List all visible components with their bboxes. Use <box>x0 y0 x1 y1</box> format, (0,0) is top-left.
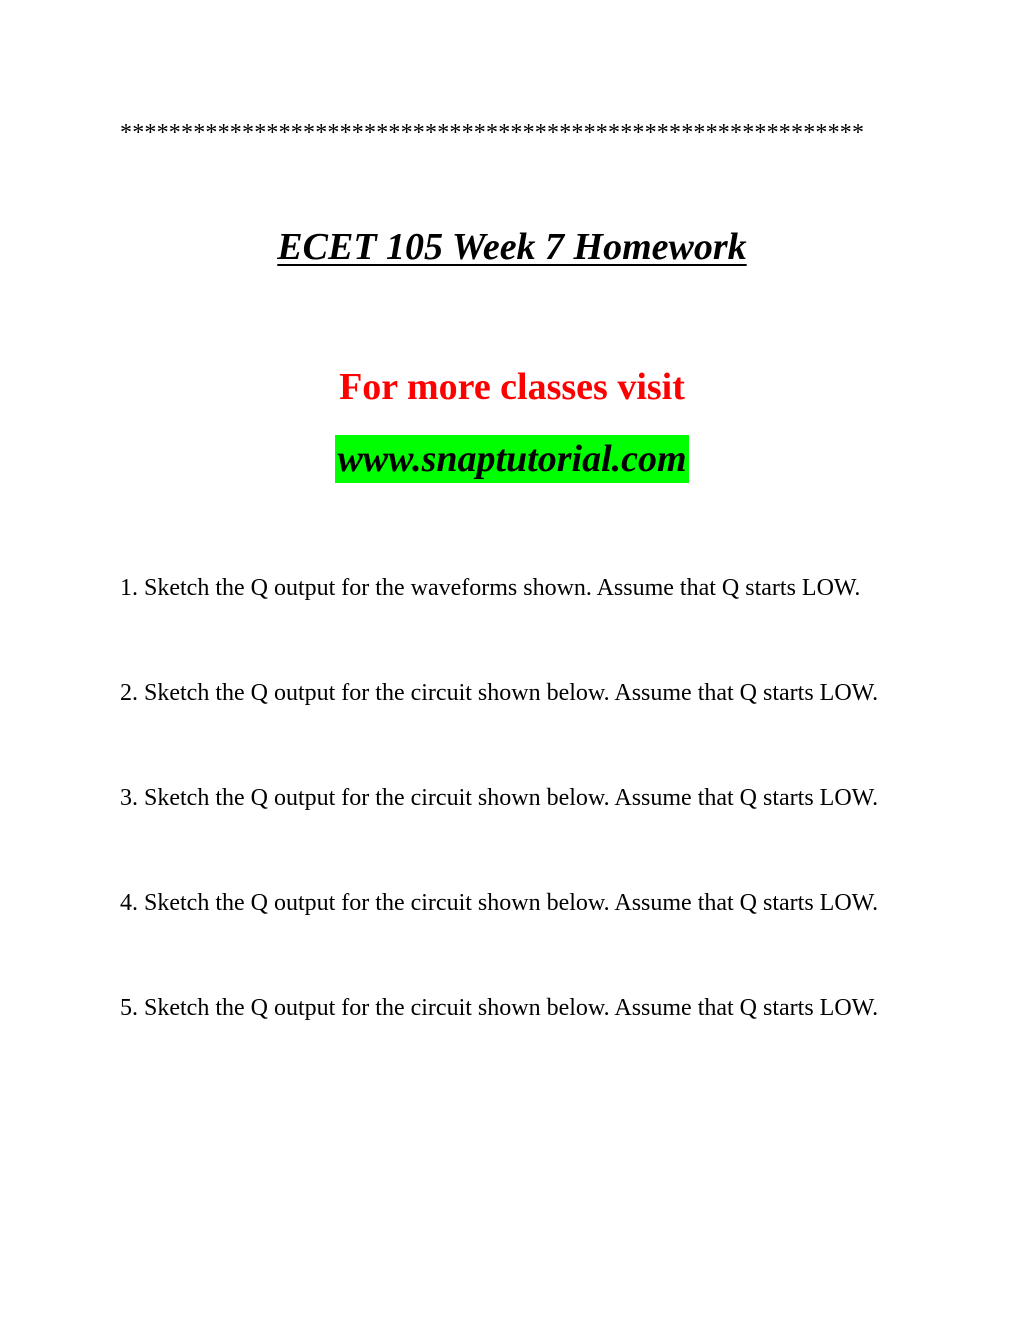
promo-text: For more classes visit <box>339 366 685 408</box>
page-title-text: ECET 105 Week 7 Homework <box>277 226 747 268</box>
promo-url-container <box>0 435 1024 483</box>
question-item-5: 5. Sketch the Q output for the circuit shown below. Assume that Q starts LOW. <box>120 995 879 1021</box>
asterisk-separator: ************************************************************* <box>120 120 865 146</box>
question-item-2: 2. Sketch the Q output for the circuit shown below. Assume that Q starts LOW. <box>120 680 879 706</box>
question-list <box>120 571 910 1096</box>
question-item-4: 4. Sketch the Q output for the circuit shown below. Assume that Q starts LOW. <box>120 890 879 916</box>
question-item-3: 3. Sketch the Q output for the circuit shown below. Assume that Q starts LOW. <box>120 785 879 811</box>
page-title <box>0 224 1024 270</box>
promo-url-link[interactable]: www.snaptutorial.com <box>335 435 688 483</box>
question-item-1: 1. Sketch the Q output for the waveforms shown. Assume that Q starts LOW. <box>120 575 861 601</box>
